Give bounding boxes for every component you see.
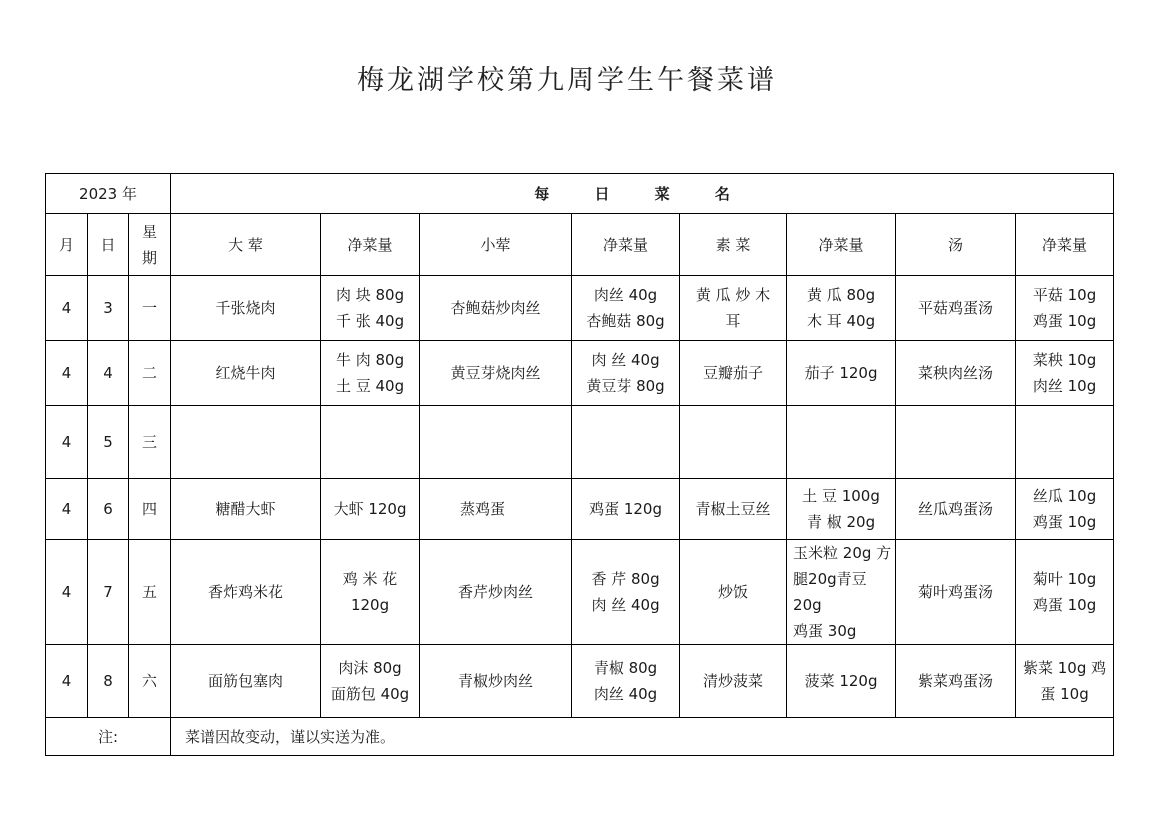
veg-dish-cell: 豆瓣茄子 bbox=[680, 341, 787, 406]
main-qty-cell: 鸡 米 花 120g bbox=[321, 540, 420, 645]
table-row bbox=[46, 406, 1114, 479]
month-cell: 4 bbox=[46, 276, 88, 341]
header-row-1 bbox=[46, 174, 1114, 214]
note-text: 菜谱因故变动，谨以实送为准。 bbox=[171, 718, 1114, 756]
soup-cell: 丝瓜鸡蛋汤 bbox=[896, 479, 1016, 540]
net-qty-header-1: 净菜量 bbox=[321, 214, 420, 276]
main-dish-cell bbox=[171, 406, 321, 479]
main-dish-cell: 面筋包塞肉 bbox=[171, 645, 321, 718]
main-qty-cell: 肉 块 80g 千 张 40g bbox=[321, 276, 420, 341]
main-qty-cell bbox=[321, 406, 420, 479]
veg-qty-cell: 玉米粒 20g 方 腿20g青豆20g 鸡蛋 30g bbox=[787, 540, 896, 645]
day-header: 日 bbox=[88, 214, 129, 276]
small-dish-cell: 杏鲍菇炒肉丝 bbox=[420, 276, 572, 341]
weekday-cell: 六 bbox=[129, 645, 171, 718]
soup-qty-cell: 菊叶 10g 鸡蛋 10g bbox=[1016, 540, 1114, 645]
veg-qty-cell: 茄子 120g bbox=[787, 341, 896, 406]
small-dish-cell: 青椒炒肉丝 bbox=[420, 645, 572, 718]
soup-cell bbox=[896, 406, 1016, 479]
month-cell: 4 bbox=[46, 540, 88, 645]
weekday-header: 星 期 bbox=[129, 214, 171, 276]
soup-cell: 紫菜鸡蛋汤 bbox=[896, 645, 1016, 718]
day-cell: 5 bbox=[88, 406, 129, 479]
main-qty-cell: 大虾 120g bbox=[321, 479, 420, 540]
weekday-cell: 四 bbox=[129, 479, 171, 540]
veg-qty-cell: 黄 瓜 80g 木 耳 40g bbox=[787, 276, 896, 341]
day-cell: 6 bbox=[88, 479, 129, 540]
veg-dish-cell: 黄 瓜 炒 木 耳 bbox=[680, 276, 787, 341]
weekday-cell: 二 bbox=[129, 341, 171, 406]
soup-qty-cell bbox=[1016, 406, 1114, 479]
month-cell: 4 bbox=[46, 406, 88, 479]
veg-qty-cell: 菠菜 120g bbox=[787, 645, 896, 718]
main-dish-cell: 千张烧肉 bbox=[171, 276, 321, 341]
soup-cell: 菊叶鸡蛋汤 bbox=[896, 540, 1016, 645]
weekday-cell: 三 bbox=[129, 406, 171, 479]
veg-dish-cell: 青椒土豆丝 bbox=[680, 479, 787, 540]
day-cell: 4 bbox=[88, 341, 129, 406]
day-cell: 7 bbox=[88, 540, 129, 645]
month-cell: 4 bbox=[46, 479, 88, 540]
small-qty-cell: 肉丝 40g 杏鲍菇 80g bbox=[572, 276, 680, 341]
main-meat-header: 大 荤 bbox=[171, 214, 321, 276]
main-dish-cell: 糖醋大虾 bbox=[171, 479, 321, 540]
small-dish-cell: 蒸鸡蛋 bbox=[420, 479, 572, 540]
small-dish-cell: 黄豆芽烧肉丝 bbox=[420, 341, 572, 406]
year-cell: 2023 年 bbox=[46, 174, 171, 214]
small-qty-cell: 肉 丝 40g 黄豆芽 80g bbox=[572, 341, 680, 406]
veg-dish-cell: 清炒菠菜 bbox=[680, 645, 787, 718]
veg-header: 素 菜 bbox=[680, 214, 787, 276]
table-row bbox=[46, 276, 1114, 341]
net-qty-header-2: 净菜量 bbox=[572, 214, 680, 276]
soup-qty-cell: 丝瓜 10g 鸡蛋 10g bbox=[1016, 479, 1114, 540]
small-dish-cell: 香芹炒肉丝 bbox=[420, 540, 572, 645]
small-qty-cell bbox=[572, 406, 680, 479]
table-row bbox=[46, 341, 1114, 406]
month-cell: 4 bbox=[46, 645, 88, 718]
menu-table bbox=[45, 173, 1114, 756]
small-meat-header: 小荤 bbox=[420, 214, 572, 276]
veg-qty-cell bbox=[787, 406, 896, 479]
soup-qty-cell: 菜秧 10g 肉丝 10g bbox=[1016, 341, 1114, 406]
soup-qty-cell: 平菇 10g 鸡蛋 10g bbox=[1016, 276, 1114, 341]
main-dish-cell: 红烧牛肉 bbox=[171, 341, 321, 406]
veg-dish-cell bbox=[680, 406, 787, 479]
main-qty-cell: 肉沫 80g 面筋包 40g bbox=[321, 645, 420, 718]
weekday-cell: 一 bbox=[129, 276, 171, 341]
day-cell: 8 bbox=[88, 645, 129, 718]
soup-cell: 菜秧肉丝汤 bbox=[896, 341, 1016, 406]
page-title: 梅龙湖学校第九周学生午餐菜谱 bbox=[357, 65, 777, 96]
veg-dish-cell: 炒饭 bbox=[680, 540, 787, 645]
weekday-cell: 五 bbox=[129, 540, 171, 645]
small-qty-cell: 鸡蛋 120g bbox=[572, 479, 680, 540]
day-cell: 3 bbox=[88, 276, 129, 341]
soup-header: 汤 bbox=[896, 214, 1016, 276]
main-dish-cell: 香炸鸡米花 bbox=[171, 540, 321, 645]
soup-qty-cell: 紫菜 10g 鸡 蛋 10g bbox=[1016, 645, 1114, 718]
note-row bbox=[46, 718, 1114, 756]
table-row bbox=[46, 540, 1114, 645]
table-row bbox=[46, 645, 1114, 718]
month-header: 月 bbox=[46, 214, 88, 276]
note-label: 注: bbox=[46, 718, 171, 756]
net-qty-header-3: 净菜量 bbox=[787, 214, 896, 276]
main-qty-cell: 牛 肉 80g 土 豆 40g bbox=[321, 341, 420, 406]
table-row bbox=[46, 479, 1114, 540]
small-dish-cell bbox=[420, 406, 572, 479]
net-qty-header-4: 净菜量 bbox=[1016, 214, 1114, 276]
month-cell: 4 bbox=[46, 341, 88, 406]
veg-qty-cell: 土 豆 100g 青 椒 20g bbox=[787, 479, 896, 540]
small-qty-cell: 青椒 80g 肉丝 40g bbox=[572, 645, 680, 718]
small-qty-cell: 香 芹 80g 肉 丝 40g bbox=[572, 540, 680, 645]
daily-dishes-header: 每 日 菜 名 bbox=[171, 174, 1114, 214]
header-row-2 bbox=[46, 214, 1114, 276]
soup-cell: 平菇鸡蛋汤 bbox=[896, 276, 1016, 341]
